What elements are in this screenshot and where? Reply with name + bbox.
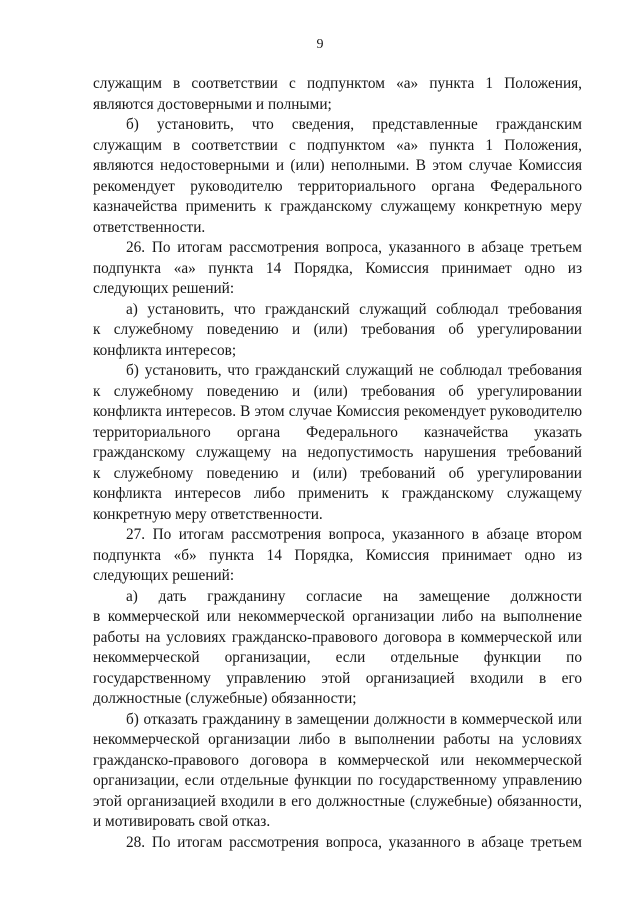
- text-line: служащим в соответствии с подпунктом «а» пункта 1 Положения,: [93, 136, 582, 154]
- text-line: б) отказать гражданину в замещении должности в коммерческой или: [126, 710, 582, 728]
- text-line: и мотивировать свой отказ.: [93, 813, 271, 830]
- text-line: а) установить, что гражданский служащий соблюдал требования: [126, 300, 582, 318]
- text-line: подпункта «б» пункта 14 Порядка, Комиссия принимает одно из: [93, 546, 582, 564]
- text-line: некоммерческой организации, если отдельные функции по: [93, 649, 582, 666]
- text-line: гражданскому служащему на недопустимость нарушения требований: [93, 444, 582, 461]
- text-line: ответственности.: [93, 218, 206, 236]
- text-line: конфликта интересов. В этом случае Комиссия рекомендует руководителю: [93, 403, 582, 420]
- text-line: рекомендует руководителю территориального органа Федерального: [93, 177, 582, 195]
- text-line: казначейства применить к гражданскому служащему конкретную меру: [93, 198, 582, 215]
- text-line: б) установить, что сведения, представленные гражданским: [126, 116, 582, 133]
- text-line: к служебному поведению и (или) требований об урегулировании: [93, 464, 582, 482]
- page-number: 9: [316, 37, 324, 52]
- text-line: являются достоверными и полными;: [93, 95, 332, 113]
- text-line: а) дать гражданину согласие на замещение должности: [126, 587, 582, 605]
- text-line: являются недостоверными и (или) неполными. В этом случае Комиссия: [93, 157, 582, 174]
- text-line: этой организацией входили в его должностные (служебные) обязанности,: [93, 792, 582, 810]
- text-line: служащим в соответствии с подпунктом «а» пункта 1 Положения,: [93, 75, 582, 92]
- text-line: конкретную меру ответственности.: [93, 505, 323, 523]
- document-body: [93, 74, 582, 853]
- text-line: 26. По итогам рассмотрения вопроса, указанного в абзаце третьем: [126, 239, 582, 256]
- text-line: к служебному поведению и (или) требования об урегулировании: [93, 382, 582, 400]
- text-line: следующих решений:: [93, 567, 235, 584]
- text-line: подпункта «а» пункта 14 Порядка, Комиссия принимает одно из: [93, 259, 582, 277]
- text-line: должностные (служебные) обязанности;: [93, 690, 357, 707]
- text-line: некоммерческой организации либо в выполнении работы на условиях: [93, 731, 582, 748]
- text-line: конфликта интересов либо применить к гражданскому служащему: [93, 485, 582, 502]
- text-line: конфликта интересов;: [93, 341, 237, 359]
- text-line: территориального органа Федерального казначейства указать: [93, 423, 582, 441]
- text-line: гражданско-правового договора в коммерческой или некоммерческой: [93, 751, 582, 769]
- text-line: б) установить, что гражданский служащий не соблюдал требования: [126, 362, 582, 379]
- text-line: 27. По итогам рассмотрения вопроса, указанного в абзаце втором: [126, 526, 582, 543]
- text-line: 28. По итогам рассмотрения вопроса, указанного в абзаце третьем: [126, 833, 582, 851]
- text-line: следующих решений:: [93, 280, 235, 297]
- text-line: к служебному поведению и (или) требования об урегулировании: [93, 321, 582, 338]
- text-line: работы на условиях гражданско-правового договора в коммерческой или: [93, 628, 582, 646]
- text-line: организации, если отдельные функции по государственному управлению: [93, 772, 582, 789]
- text-line: в коммерческой или некоммерческой организации либо на выполнение: [93, 608, 582, 625]
- text-line: государственному управлению этой организацией входили в его: [93, 669, 582, 687]
